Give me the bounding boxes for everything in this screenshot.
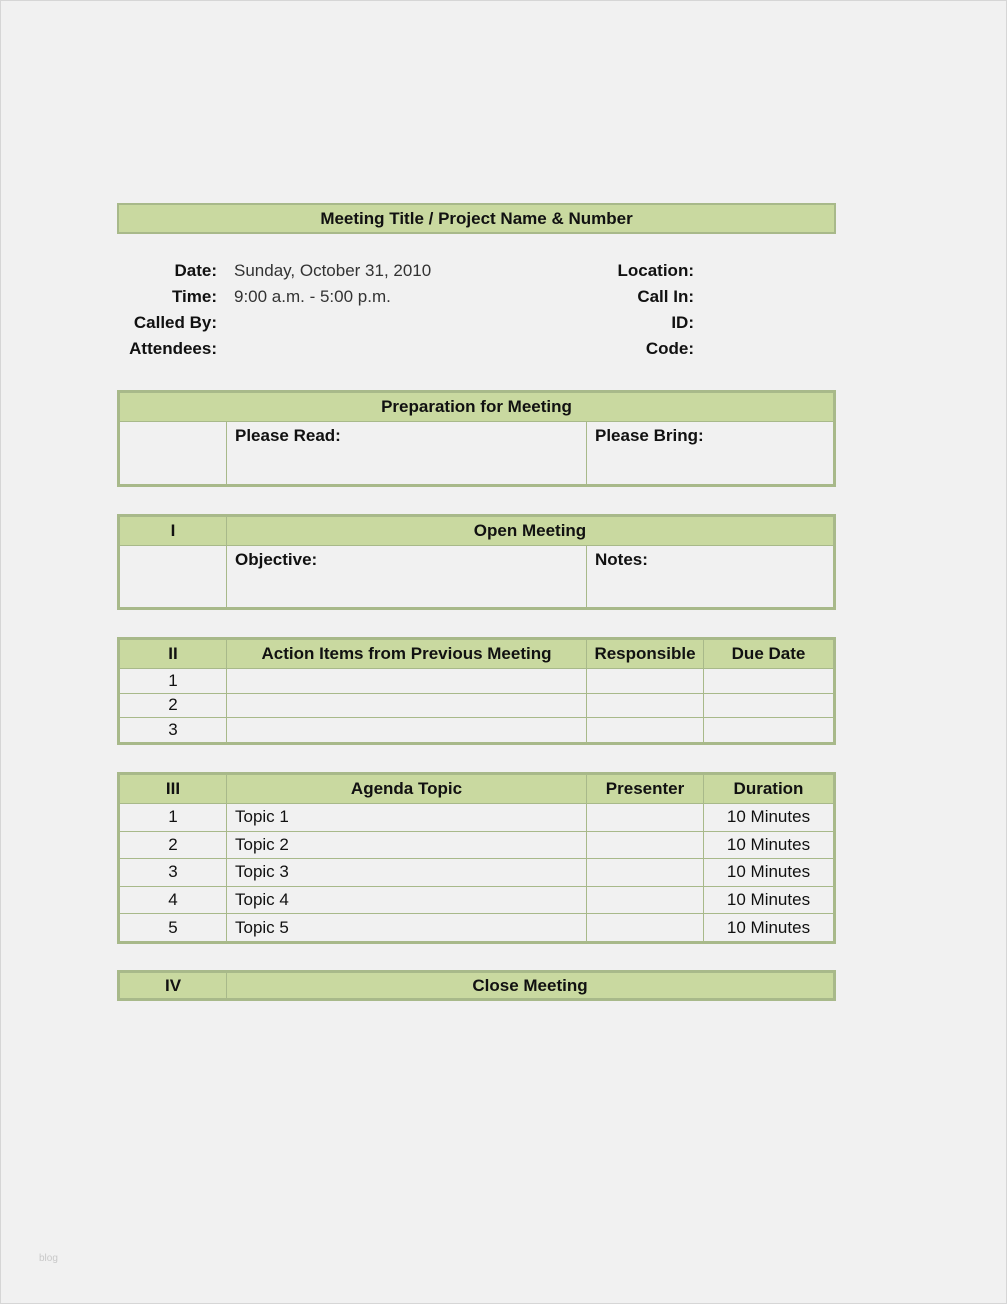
responsible-cell	[587, 693, 704, 718]
agenda-row-number: 2	[120, 831, 227, 859]
duration-cell: 10 Minutes	[704, 804, 834, 832]
agenda-topic-cell: Topic 3	[227, 859, 587, 887]
agenda-topic-cell: Topic 2	[227, 831, 587, 859]
table-row	[120, 693, 834, 718]
presenter-cell	[587, 914, 704, 942]
presenter-cell	[587, 804, 704, 832]
id-label: ID:	[671, 313, 694, 332]
action-row-number: 1	[120, 669, 227, 694]
agenda-section	[117, 772, 836, 944]
objective-cell: Objective:	[227, 546, 587, 608]
presenter-cell	[587, 859, 704, 887]
responsible-cell	[587, 718, 704, 743]
location-label: Location:	[617, 261, 694, 280]
open-meeting-header: Open Meeting	[227, 517, 834, 546]
agenda-row-number: 1	[120, 804, 227, 832]
preparation-header: Preparation for Meeting	[120, 393, 834, 422]
duration-cell: 10 Minutes	[704, 859, 834, 887]
due-date-cell	[704, 693, 834, 718]
date-value: Sunday, October 31, 2010	[234, 261, 432, 280]
action-items-numeral: II	[120, 640, 227, 669]
date-label: Date:	[174, 261, 217, 280]
duration-cell: 10 Minutes	[704, 831, 834, 859]
due-date-cell	[704, 669, 834, 694]
duration-cell: 10 Minutes	[704, 914, 834, 942]
responsible-header: Responsible	[587, 640, 704, 669]
agenda-topic-header: Agenda Topic	[227, 775, 587, 804]
attendees-label: Attendees:	[129, 339, 217, 358]
agenda-numeral: III	[120, 775, 227, 804]
due-date-cell	[704, 718, 834, 743]
presenter-cell	[587, 886, 704, 914]
table-row	[120, 804, 834, 832]
close-meeting-section	[117, 970, 836, 1001]
agenda-topic-cell: Topic 5	[227, 914, 587, 942]
agenda-row-number: 5	[120, 914, 227, 942]
presenter-cell	[587, 831, 704, 859]
agenda-row-number: 4	[120, 886, 227, 914]
due-date-header: Due Date	[704, 640, 834, 669]
action-item-cell	[227, 718, 587, 743]
table-row	[120, 718, 834, 743]
time-value: 9:00 a.m. - 5:00 p.m.	[234, 287, 391, 306]
action-item-cell	[227, 669, 587, 694]
open-meeting-blank-cell	[120, 546, 227, 608]
please-bring-cell: Please Bring:	[587, 422, 834, 485]
please-read-cell: Please Read:	[227, 422, 587, 485]
agenda-row-number: 3	[120, 859, 227, 887]
notes-cell: Notes:	[587, 546, 834, 608]
action-item-cell	[227, 693, 587, 718]
meeting-title: Meeting Title / Project Name & Number	[320, 209, 633, 228]
preparation-blank-cell	[120, 422, 227, 485]
meeting-title-bar	[117, 203, 836, 234]
table-row	[120, 831, 834, 859]
call-in-label: Call In:	[637, 287, 694, 306]
agenda-topic-cell: Topic 4	[227, 886, 587, 914]
open-meeting-section	[117, 514, 836, 610]
responsible-cell	[587, 669, 704, 694]
action-row-number: 2	[120, 693, 227, 718]
open-meeting-numeral: I	[120, 517, 227, 546]
time-label: Time:	[171, 287, 217, 306]
code-label: Code:	[645, 339, 694, 358]
action-items-section	[117, 637, 836, 745]
called-by-label: Called By:	[133, 313, 217, 332]
table-row	[120, 914, 834, 942]
table-row	[120, 669, 834, 694]
table-row	[120, 859, 834, 887]
watermark-text: blog	[39, 1253, 58, 1264]
close-meeting-numeral: IV	[120, 973, 227, 999]
presenter-header: Presenter	[587, 775, 704, 804]
duration-header: Duration	[704, 775, 834, 804]
close-meeting-header: Close Meeting	[227, 973, 834, 999]
action-row-number: 3	[120, 718, 227, 743]
agenda-topic-cell: Topic 1	[227, 804, 587, 832]
duration-cell: 10 Minutes	[704, 886, 834, 914]
preparation-section	[117, 390, 836, 487]
action-items-header: Action Items from Previous Meeting	[227, 640, 587, 669]
table-row	[120, 886, 834, 914]
